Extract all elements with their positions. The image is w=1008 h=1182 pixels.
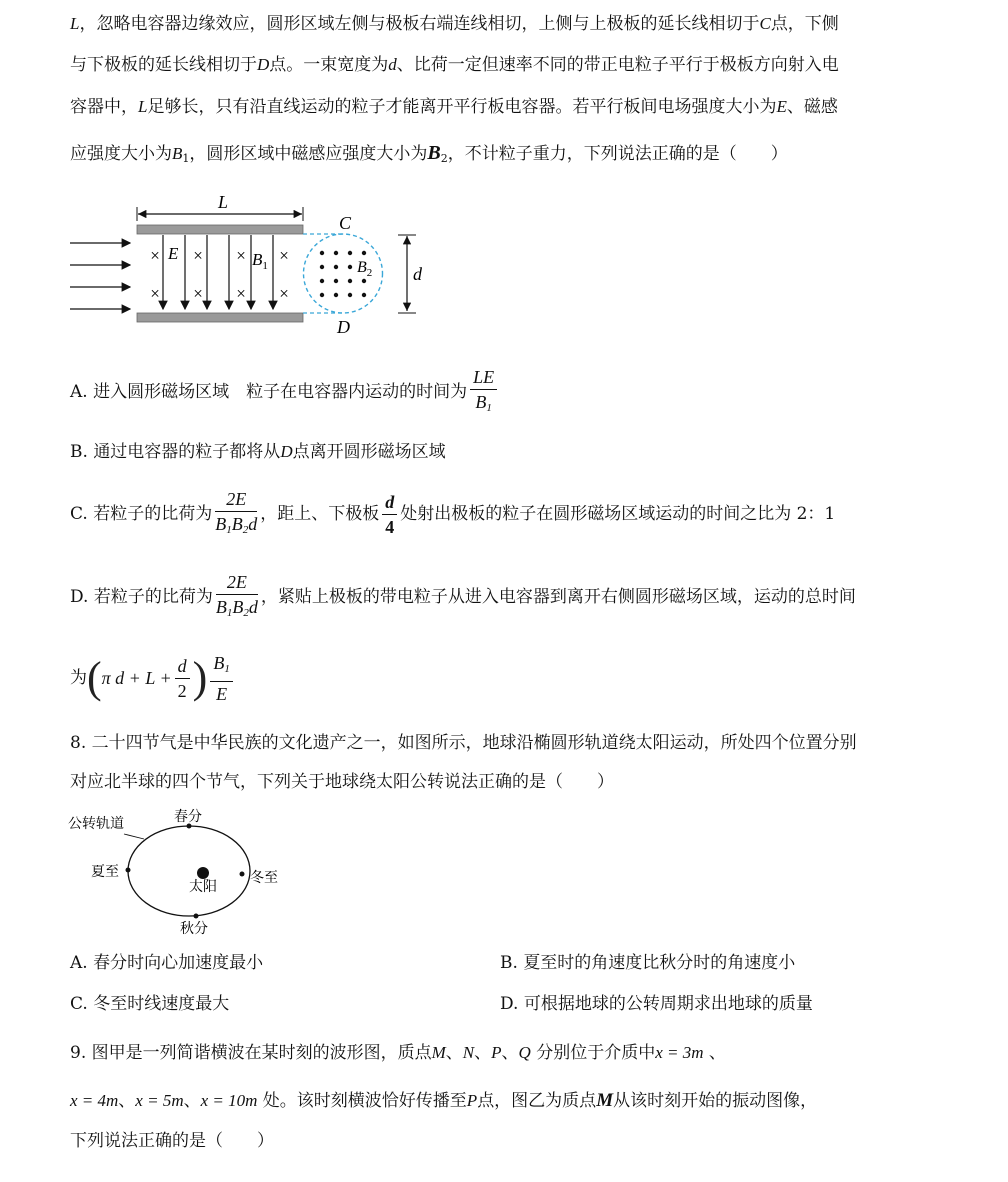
svg-text:×: × xyxy=(193,284,203,303)
orbit-ellipse xyxy=(128,826,250,916)
summer-point xyxy=(126,868,131,873)
q7-stem-line-3: 容器中，L足够长，只有沿直线运动的粒子才能离开平行板电容器。若平行板间电场强度大小为E、磁感 xyxy=(70,97,838,117)
label-B2: $B_2$ xyxy=(357,259,373,279)
q7-stem-line-1: L，忽略电容器边缘效应，圆形区域左侧与极板右端连线相切，上侧与上极板的延长线相切于C点，下侧 xyxy=(70,14,839,34)
formula-2E-over-B1B2d: $\frac{2E}{B_1B_2d}$ xyxy=(215,488,258,536)
svg-text:×: × xyxy=(150,284,160,303)
orbit-figure xyxy=(66,806,296,938)
label-d: d xyxy=(413,264,422,284)
label-L: L xyxy=(218,192,229,212)
q8-option-a[interactable]: A. 春分时向心加速度最小 xyxy=(70,953,264,973)
q9-stem-line-3: 下列说法正确的是（ ） xyxy=(70,1131,274,1151)
svg-text:×: × xyxy=(279,284,289,303)
q7-option-b[interactable]: B. 通过电容器的粒子都将从D点离开圆形磁场区域 xyxy=(70,442,446,462)
formula-d-over-2: $\frac{d}{2}$ xyxy=(175,655,190,702)
svg-text:×: × xyxy=(236,284,246,303)
q7-option-d-line-2: 为 ( π d + L + $\frac{d}{2}$ ) $\frac{B_1}{E}$ xyxy=(70,650,236,706)
formula-d-over-4: $\frac{d}{4}$ xyxy=(382,491,397,538)
symbol-C: C xyxy=(759,14,771,33)
formula-LE-over-B1: $\frac{LE}{B_1}$ xyxy=(470,366,497,419)
orbit-label: 公转轨道 xyxy=(68,817,124,832)
summer-label: 夏至 xyxy=(91,865,119,880)
q9-stem-line-1: 9. 图甲是一列简谐横波在某时刻的波形图，质点M、N、P、Q 分别位于介质中x = 3m 、 xyxy=(70,1043,726,1063)
sun xyxy=(197,867,209,879)
q9-stem-line-2: x = 4m、x = 5m、x = 10m 处。该时刻横波恰好传播至P点，图乙为质点M从该时刻开始的振动图像， xyxy=(70,1090,818,1111)
lower-plate xyxy=(137,313,303,322)
label-B1: $B_1$ xyxy=(252,250,268,272)
sun-label: 太阳 xyxy=(189,880,217,895)
orbit-label-leader xyxy=(124,834,144,839)
q7-option-c[interactable]: C. 若粒子的比荷为 $\frac{2E}{B_1B_2d}$ ，距上、下极板 $\frac{d}{4}$ 处射出极板的粒子在圆形磁场区域运动的时间之比为 2：1 xyxy=(70,486,835,542)
q8-stem-line-1: 8. 二十四节气是中华民族的文化遗产之一，如图所示，地球沿椭圆形轨道绕太阳运动，所处四个位置分别 xyxy=(70,733,857,753)
q8-option-c[interactable]: C. 冬至时线速度最大 xyxy=(70,994,230,1014)
label-C: C xyxy=(339,213,352,233)
svg-text:×: × xyxy=(236,246,246,265)
q8-option-d[interactable]: D. 可根据地球的公转周期求出地球的质量 xyxy=(500,994,813,1014)
upper-plate xyxy=(137,225,303,234)
q7-option-d[interactable]: D. 若粒子的比荷为 $\frac{2E}{B_1B_2d}$ ，紧贴上极板的带电粒子从进入电容器到离开右侧圆形磁场区域，运动的总时间 xyxy=(70,569,856,625)
formula-B1-over-E: $\frac{B_1}{E}$ xyxy=(210,652,233,705)
winter-label: 冬至 xyxy=(250,871,278,886)
winter-point xyxy=(240,872,245,877)
svg-text:×: × xyxy=(279,246,289,265)
formula-2E-over-B1B2d: $\frac{2E}{B_1B_2d}$ xyxy=(215,571,258,619)
svg-text:×: × xyxy=(150,246,160,265)
q8-option-b[interactable]: B. 夏至时的角速度比秋分时的角速度小 xyxy=(500,953,796,973)
spring-label: 春分 xyxy=(174,810,202,825)
q8-stem-line-2: 对应北半球的四个节气，下列关于地球绕太阳公转说法正确的是（ ） xyxy=(70,772,614,792)
symbol-L: L xyxy=(70,14,80,33)
autumn-label: 秋分 xyxy=(180,922,208,937)
q7-stem-line-2: 与下极板的延长线相切于D点。一束宽度为d、比荷一定但速率不同的带正电粒子平行于极板方向射入电 xyxy=(70,55,839,75)
autumn-point xyxy=(194,914,199,919)
label-E: E xyxy=(168,244,179,263)
q7-option-a[interactable]: A. 进入圆形磁场区域 粒子在电容器内运动的时间为 $\frac{LE}{B_1}$ xyxy=(70,366,500,418)
label-D: D xyxy=(337,317,350,337)
capacitor-figure xyxy=(60,185,440,345)
q7-stem-line-4: 应强度大小为$B_1$，圆形区域中磁感应强度大小为$B_2$，不计粒子重力，下列说法正确的是（ ） xyxy=(70,142,788,165)
svg-text:×: × xyxy=(193,246,203,265)
